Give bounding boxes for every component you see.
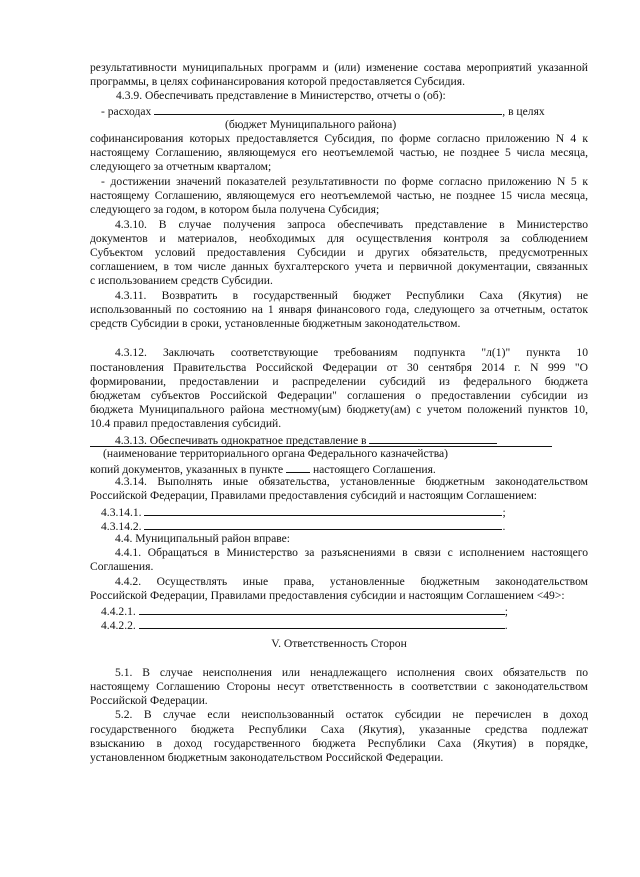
text-line: средств Субсидии в сроки, установленные бюджетным законодательством.: [90, 317, 461, 330]
text-line: 5.1. В случае неисполнения или ненадлежащего исполнения своих обязательств по: [115, 666, 588, 679]
text-line: [101, 617, 599, 634]
text-line: постановления Правительства Российской Федерации от 30 сентября 2014 г. N 999 "О: [90, 361, 588, 374]
fill-in-blank: [154, 103, 502, 115]
text-line: Субъектом условий предоставления Субсидии и других обязательств, предусмотренных: [90, 246, 588, 259]
text-line: 5.2. В случае если неиспользованный остаток субсидии не перечислен в доход: [115, 708, 588, 721]
text-line: программы, в целях софинансирования которой предоставляется Субсидия.: [90, 75, 465, 88]
text-line: следующего за отчетным кварталом;: [90, 160, 272, 173]
punctuation: ;: [502, 506, 506, 519]
punctuation: .: [504, 619, 508, 632]
punctuation: .: [502, 520, 506, 533]
text-line: государственного бюджета Республики Саха (Якутия), указанные средства подлежат: [90, 723, 588, 736]
text-line: Российской Федерации, Правилами предоставления субсидий и настоящим Соглашением:: [90, 489, 538, 502]
text-line: формировании, предоставлении и распределении субсидий из федерального бюджета: [90, 375, 588, 388]
punctuation: ;: [504, 605, 508, 618]
text-line: софинансирования которых предоставляется Субсидия, по форме согласно приложению N 4 к: [90, 132, 588, 145]
text-fragment: 4.3.13. Обеспечивать однократное представление в: [115, 434, 367, 447]
text-line: Российской Федерации, Правилами предоставления субсидии и настоящим Соглашением <49>:: [90, 589, 565, 602]
text-line: 4.4. Муниципальный район вправе:: [115, 532, 290, 545]
fill-in-blank: [286, 461, 310, 473]
text-line: 4.3.10. В случае получения запроса обеспечивать представление в Министерство: [115, 218, 588, 231]
fill-in-blank: [144, 518, 502, 530]
text-line: использованный по состоянию на 1 января финансового года, следующего за отчетным, остаток: [90, 303, 588, 316]
text-fragment: , в целях: [502, 105, 545, 118]
text-line: установленном бюджетным законодательством Российской Федерации.: [90, 751, 444, 764]
item-heading: 4.3.9. Обеспечивать представление в Министерство, отчеты о (об):: [116, 89, 446, 102]
text-line: с использованием средств Субсидии.: [90, 274, 273, 287]
text-line: бюджетам субъектов Российской Федерации" соглашения о предоставлении субсидии из: [90, 389, 588, 402]
text-line: результативности муниципальных программ и (или) изменение состава мероприятий указанной: [90, 61, 588, 74]
text-line: 10.4 правил предоставления субсидий.: [90, 417, 282, 430]
caption: (наименование территориального органа Федерального казначейства): [103, 447, 449, 460]
text-line: 4.3.14. Выполнять иные обязательства, установленные бюджетным законодательством: [115, 475, 588, 488]
text-line: 4.3.11. Возвратить в государственный бюджет Республики Саха (Якутия) не: [115, 289, 588, 302]
text-line: 4.4.1. Обращаться в Министерство за разъяснениями в связи с исполнением настоящего: [115, 546, 588, 559]
text-line: следующего за годом, в котором была получена Субсидия;: [90, 203, 380, 216]
text-line: - достижении значений показателей результативности по форме согласно приложению N 5 к: [101, 175, 588, 188]
fill-in-blank: [369, 432, 497, 444]
caption: (бюджет Муниципального района): [225, 118, 397, 131]
text-fragment: копий документов, указанных в пункте: [90, 463, 284, 476]
text-line: настоящему Соглашению Стороны несут ответственность в соответствии с законодательством: [90, 680, 588, 693]
text-line: Российской Федерации.: [90, 694, 208, 707]
text-line: документов и материалов, необходимых для осуществления контроля за соблюдением: [90, 232, 588, 245]
section-heading: V. Ответственность Сторон: [271, 637, 407, 650]
fill-in-blank: [139, 617, 505, 629]
item-number: 4.3.14.2.: [101, 520, 142, 533]
text-line: взысканию в доход государственного бюджета Республики Саха (Якутия) в порядке,: [90, 737, 588, 750]
text-fragment: - расходах: [101, 105, 152, 118]
fill-in-blank: [139, 603, 505, 615]
item-number: 4.3.14.1.: [101, 506, 142, 519]
text-line: Соглашения.: [90, 560, 154, 573]
text-line: бюджета Муниципального района местному(ым) бюджету(ам) с учетом положений пунктов 10,: [90, 403, 588, 416]
text-fragment: настоящего Соглашения.: [312, 463, 436, 476]
fill-in-blank: [144, 504, 502, 516]
item-number: 4.4.2.2.: [101, 619, 136, 632]
text-line: настоящему Соглашению, являющемуся его неотъемлемой частью, не позднее 15 числа месяца,: [90, 189, 588, 202]
text-line: соглашением, в том числе данных бухгалтерского учета и первичной документации, связанных: [90, 260, 588, 273]
item-number: 4.4.2.1.: [101, 605, 136, 618]
text-line: 4.3.12. Заключать соответствующие требованиям подпункта "л(1)" пункта 10: [115, 346, 588, 359]
text-line: настоящему Соглашению, являющемуся его неотъемлемой частью, не позднее 5 числа месяца,: [90, 146, 588, 159]
text-line: 4.4.2. Осуществлять иные права, установленные бюджетным законодательством: [115, 575, 588, 588]
